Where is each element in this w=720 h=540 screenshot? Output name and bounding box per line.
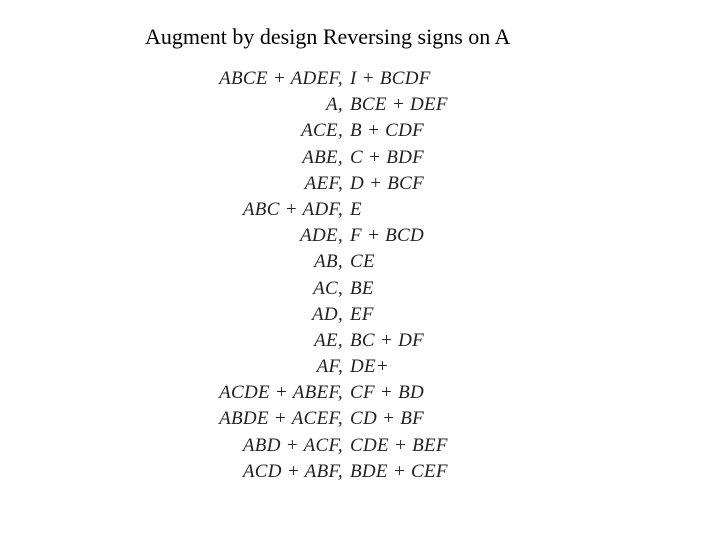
- alias-row: [0, 118, 720, 144]
- alias-right-term: BDE + CEF: [350, 460, 448, 482]
- alias-right-term: CD + BF: [350, 408, 425, 430]
- alias-left-term: ABCE + ADEF,: [219, 68, 343, 89]
- alias-right-term: DE+: [350, 356, 390, 378]
- alias-left-term: ACD + ABF,: [242, 460, 343, 482]
- alias-row: [0, 302, 720, 328]
- alias-left-term: ABDE + ACEF,: [219, 408, 343, 430]
- alias-left-term: ABC + ADF,: [242, 198, 343, 220]
- alias-row: [0, 197, 720, 223]
- alias-row: [0, 328, 720, 354]
- alias-left-term: AC,: [313, 277, 343, 299]
- alias-row: [0, 380, 720, 406]
- alias-row: [0, 223, 720, 249]
- alias-row: [0, 66, 720, 92]
- alias-right-term: E: [350, 198, 362, 220]
- alias-left-term: AB,: [314, 251, 343, 273]
- alias-right-term: D + BCF: [350, 172, 425, 194]
- alias-row: [0, 406, 720, 432]
- slide-title: Augment by design Reversing signs on A: [145, 24, 511, 49]
- alias-row: [0, 354, 720, 380]
- alias-left-term: AD,: [312, 303, 343, 325]
- alias-row: [0, 92, 720, 118]
- alias-right-term: CDE + BEF: [350, 434, 448, 456]
- alias-left-term: AE,: [314, 329, 343, 351]
- alias-left-term: ACE,: [301, 120, 343, 142]
- alias-right-term: BCE + DEF: [350, 94, 448, 116]
- alias-table: [0, 66, 720, 485]
- alias-right-term: I + BCDF: [350, 68, 431, 89]
- alias-right-term: CE: [350, 251, 375, 273]
- alias-right-term: EF: [350, 303, 374, 325]
- alias-left-term: ACDE + ABEF,: [219, 382, 343, 404]
- alias-right-term: BE: [350, 277, 374, 299]
- alias-row: [0, 276, 720, 302]
- alias-left-term: ABE,: [302, 146, 343, 168]
- alias-right-term: C + BDF: [350, 146, 425, 168]
- alias-left-term: AF,: [316, 356, 343, 378]
- alias-row: [0, 171, 720, 197]
- alias-right-term: CF + BD: [350, 382, 425, 404]
- alias-right-term: B + CDF: [350, 120, 425, 142]
- alias-left-term: ABD + ACF,: [242, 434, 343, 456]
- alias-row: [0, 433, 720, 459]
- alias-row: [0, 145, 720, 171]
- alias-left-term: ADE,: [300, 225, 343, 247]
- alias-left-term: AEF,: [304, 172, 343, 194]
- alias-row: [0, 249, 720, 275]
- alias-right-term: BC + DF: [350, 329, 425, 351]
- alias-left-term: A,: [326, 94, 343, 116]
- alias-right-term: F + BCD: [350, 225, 425, 247]
- alias-row: [0, 459, 720, 485]
